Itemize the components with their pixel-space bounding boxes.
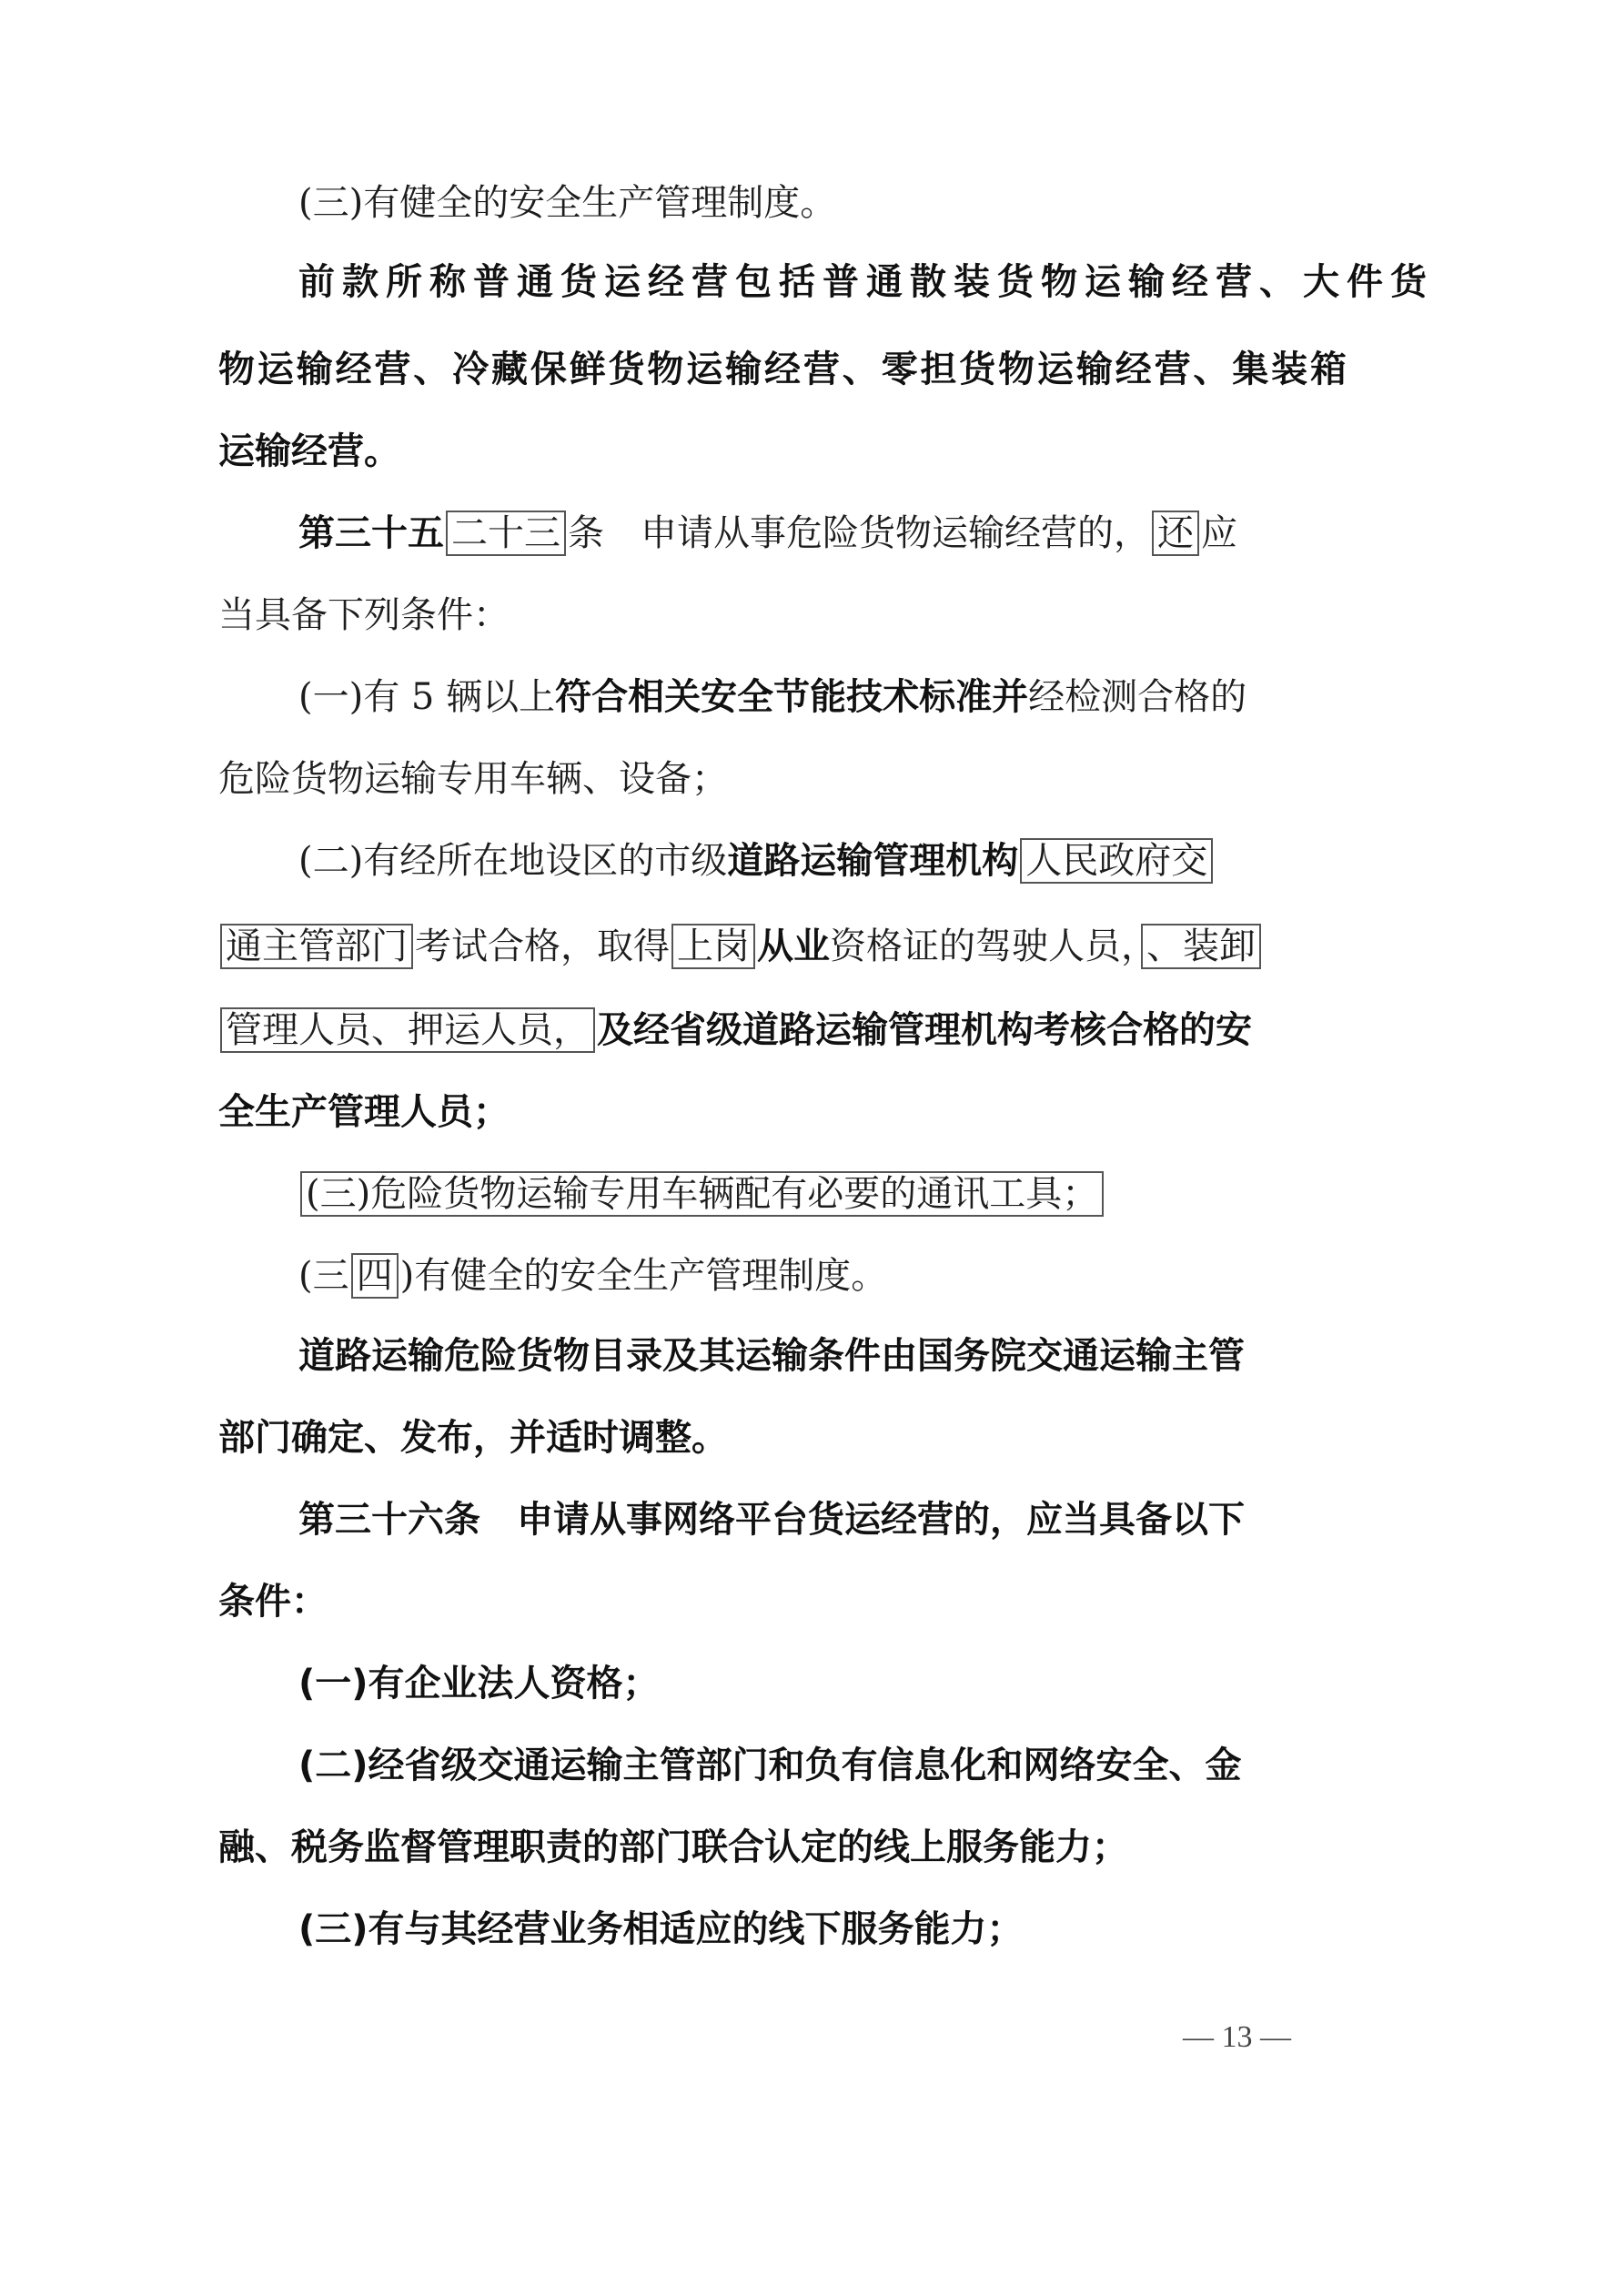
paragraph-line [218, 1330, 1427, 1381]
paragraph-line [218, 1904, 1427, 1955]
paragraph-line [218, 1168, 1427, 1219]
text: 经检测合格的 [1028, 676, 1247, 718]
deleted-text-box: 上岗 [671, 924, 755, 969]
text: 条 申请从事危险货物运输经营的， [568, 512, 1150, 554]
text: (三 [298, 1255, 349, 1297]
paragraph-line [218, 257, 1427, 308]
paragraph-line [218, 754, 1347, 804]
inserted-text: 道路运输管理机构 [727, 840, 1019, 882]
paragraph-line [218, 590, 1347, 641]
text: 道路运输危险货物目录及其运输条件由国务院交通运输主管 [298, 1335, 1245, 1377]
text: 部门确定、发布，并适时调整。 [218, 1417, 728, 1459]
text: (二)有经所在地设区的市级 [298, 840, 728, 882]
text: (三)有与其经营业务相适应的线下服务能力； [298, 1908, 1024, 1950]
text: 应 [1201, 512, 1237, 554]
text: 条件： [218, 1581, 328, 1623]
text: 资格证的驾驶人员， [830, 925, 1139, 967]
deleted-text-box: 四 [351, 1253, 399, 1299]
deleted-text-box: 二十三 [446, 511, 566, 556]
paragraph-line [218, 672, 1427, 723]
inserted-text: 及经省级道路运输管理机构考核合格的安 [597, 1009, 1252, 1051]
text: (二)经省级交通运输主管部门和负有信息化和网络安全、金 [298, 1745, 1242, 1786]
paragraph-line [218, 1250, 1427, 1301]
text: 当具备下列条件： [218, 594, 510, 636]
text: (三)有健全的安全生产管理制度。 [298, 182, 837, 224]
paragraph-line [218, 1005, 1347, 1056]
paragraph-line [218, 426, 1347, 477]
article-heading-line [218, 508, 1427, 559]
text: 全生产管理人员； [218, 1091, 510, 1133]
paragraph-line [218, 835, 1427, 886]
paragraph-line [218, 1740, 1427, 1791]
text: 运输经营。 [218, 430, 400, 472]
paragraph-line [218, 1087, 1347, 1138]
text: 危险货物运输专用车辆、设备； [218, 758, 728, 800]
deleted-text-box: 人民政府交 [1020, 838, 1213, 884]
deleted-text-box: (三)危险货物运输专用车辆配有必要的通讯工具； [300, 1171, 1104, 1217]
paragraph-line [218, 1576, 1347, 1627]
deleted-text-box: 还 [1152, 511, 1199, 556]
text: 第三十六条 申请从事网络平台货运经营的，应当具备以下 [298, 1499, 1245, 1541]
article-number: 第三十五 [298, 512, 444, 554]
article-heading-line [218, 1494, 1427, 1545]
paragraph-line [218, 1658, 1427, 1709]
inserted-text: 符合相关安全节能技术标准并 [555, 676, 1029, 718]
paragraph-line [218, 1822, 1347, 1873]
paragraph-line [218, 921, 1347, 972]
text: )有健全的安全生产管理制度。 [399, 1255, 888, 1297]
deleted-text-box: 管理人员、押运人员， [220, 1007, 595, 1053]
inserted-text: 从业 [757, 925, 830, 967]
text: 考试合格，取得 [415, 925, 670, 967]
paragraph-line [218, 1412, 1347, 1463]
text: 物运输经营、冷藏保鲜货物运输经营、零担货物运输经营、集装箱 [218, 349, 1347, 390]
paragraph-line [218, 344, 1347, 395]
paragraph-line [218, 177, 1427, 228]
deleted-text-box: 通主管部门 [220, 924, 413, 969]
deleted-text-box: 、装卸 [1141, 924, 1261, 969]
page-number: — 13 — [1183, 2020, 1291, 2054]
text: (一)有 5 辆以上 [298, 676, 556, 718]
text: (一)有企业法人资格； [298, 1663, 660, 1704]
text: 前款所称普通货运经营包括普通散装货物运输经营、大件货 [298, 261, 1427, 303]
text: 融、税务监督管理职责的部门联合认定的线上服务能力； [218, 1826, 1128, 1868]
